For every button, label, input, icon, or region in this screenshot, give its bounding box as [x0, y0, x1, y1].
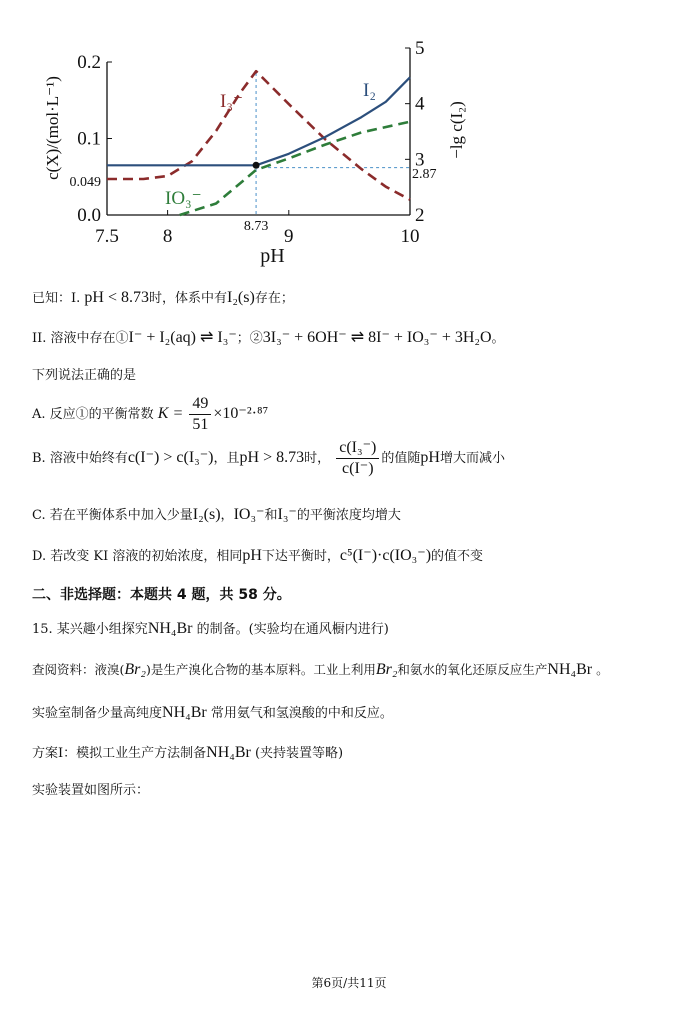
ph-concentration-chart — [0, 0, 480, 270]
x-tick-label: 9 — [284, 226, 294, 247]
option-d-prefix: D. 若改变 KI 溶液的初始浓度，相同 — [32, 549, 243, 564]
option-a — [32, 394, 268, 435]
page-number: 第6页/共11页 — [311, 976, 387, 990]
option-c-end: 的平衡浓度均增大 — [296, 508, 401, 523]
option-b-denominator: c(I⁻) — [342, 460, 374, 477]
option-c-species-3: I₃⁻ — [277, 506, 297, 523]
option-b-inequality: c(I⁻) > c(I₃⁻) — [127, 449, 214, 466]
known-species: I₂(s) — [227, 289, 255, 306]
option-c-prefix: C. 若在平衡体系中加入少量 — [32, 508, 193, 523]
option-b-fraction — [336, 438, 379, 479]
option-d — [32, 546, 483, 567]
device-text: 实验装置如图所示： — [32, 783, 150, 798]
section-title: 二、非选择题：本题共 4 题，共 58 分。 — [32, 587, 291, 603]
series-line-2 — [180, 122, 410, 215]
option-a-denominator: 51 — [192, 416, 209, 433]
x-tick-label: 7.5 — [95, 226, 119, 247]
q15-prefix: 15. 某兴趣小组探究 — [32, 622, 148, 637]
y-right-tick-label: 5 — [415, 38, 425, 59]
section-heading — [32, 585, 291, 605]
known-line — [32, 288, 294, 309]
y-left-tick-label: 0.1 — [77, 128, 101, 150]
ii-prefix: II. 溶液中存在① — [32, 331, 129, 346]
option-c-mid: ， — [220, 508, 234, 523]
reference-prefix: 查阅资料：液溴( — [32, 662, 125, 677]
option-c-and: 和 — [264, 508, 278, 523]
y-left-tick-label: 0.2 — [77, 52, 101, 73]
reference-mid: )是生产溴化合物的基本原料。工业上利用 — [145, 662, 376, 677]
device-line — [32, 781, 149, 801]
lab-species: NH₄Br — [162, 704, 207, 721]
y-right-axis-label: −lg c(I₂) — [447, 101, 466, 159]
option-b-ph: pH — [420, 449, 440, 466]
ii-line — [32, 328, 505, 349]
question-text: 下列说法正确的是 — [32, 368, 137, 383]
option-d-end: 的值不变 — [431, 549, 484, 564]
plan-line — [32, 743, 343, 764]
c-0049-label: 0.049 — [69, 175, 101, 190]
question-line — [32, 366, 136, 386]
option-b-mid: ，且 — [213, 451, 240, 466]
y-right-tick-label: 2 — [415, 205, 425, 226]
option-c — [32, 505, 401, 526]
option-a-fraction — [189, 394, 211, 435]
plan-end: (夹持装置等略) — [254, 746, 344, 761]
plan-prefix: 方案I：模拟工业生产方法制备 — [32, 746, 207, 761]
x-tick-label: 10 — [400, 226, 420, 247]
option-d-mid: 下达平衡时， — [261, 549, 340, 564]
ii-equation-1: I⁻ + I₂(aq) ⇌ I₃⁻ — [128, 329, 237, 346]
option-d-expression: c⁵(I⁻)·c(IO₃⁻) — [339, 547, 432, 564]
series-label-0: I₃⁻ — [220, 91, 243, 112]
option-b-mid3: 的值随 — [381, 451, 421, 466]
reference-end: 。 — [596, 662, 609, 677]
lab-line — [32, 703, 393, 724]
y-right-tick-label: 4 — [415, 93, 425, 115]
intersection-point — [253, 162, 260, 169]
known-end: 存在； — [254, 291, 294, 306]
q15-line — [32, 619, 389, 640]
known-intro: 已知：I. — [32, 291, 81, 306]
ph-873-label: 8.73 — [243, 219, 269, 234]
chart-axes — [107, 48, 410, 215]
option-b-condition: pH > 8.73 — [239, 449, 305, 466]
y-left-axis-label: c(X)/(mol·L⁻¹) — [43, 76, 62, 180]
option-b-end: 增大而减小 — [439, 451, 505, 466]
plan-species: NH₄Br — [206, 744, 251, 761]
reference-br2-second: Br₂ — [375, 661, 398, 678]
option-d-ph: pH — [242, 547, 262, 564]
reference-line — [32, 660, 609, 680]
known-condition: pH < 8.73 — [84, 289, 149, 306]
option-b-prefix: B. 溶液中始终有 — [32, 451, 128, 466]
reference-mid2: 和氨水的氧化还原反应生产 — [397, 662, 548, 677]
known-mid: 时，体系中有 — [149, 291, 228, 306]
reference-br2: Br₂ — [124, 661, 146, 678]
ii-separator: ；② — [236, 331, 263, 346]
q15-end: 的制备。(实验均在通风橱内进行) — [196, 622, 389, 637]
x-tick-label: 8 — [162, 226, 173, 247]
series-label-2: IO₃⁻ — [165, 188, 202, 209]
option-a-k: K = — [157, 405, 184, 422]
reference-species: NH₄Br — [547, 661, 593, 678]
option-b-numerator: c(I₃⁻) — [336, 438, 379, 459]
lg-287-label: 2.87 — [412, 167, 437, 182]
x-axis-label: pH — [260, 245, 285, 267]
y-left-tick-label: 0.0 — [77, 205, 101, 226]
option-c-species: I₂(s) — [192, 506, 221, 523]
lab-prefix: 实验室制备少量高纯度 — [32, 706, 163, 721]
lab-end: 常用氨气和氢溴酸的中和反应。 — [210, 706, 393, 721]
ii-equation-2: 3I₃⁻ + 6OH⁻ ⇌ 8I⁻ + IO₃⁻ + 3H₂O — [262, 329, 492, 346]
q15-species: NH₄Br — [147, 620, 193, 637]
series-label-1: I₂ — [363, 80, 376, 101]
y-right-tick-label: 3 — [415, 149, 425, 171]
option-a-tail: ×10⁻²·⁸⁷ — [213, 405, 269, 422]
ii-end: 。 — [491, 331, 505, 346]
option-b-mid2: 时， — [304, 451, 331, 466]
option-a-numerator: 49 — [189, 394, 211, 415]
option-c-species-2: IO₃⁻ — [233, 506, 265, 523]
page-footer — [0, 974, 698, 991]
option-b — [32, 438, 505, 479]
option-a-prefix: A. 反应①的平衡常数 — [32, 407, 154, 422]
